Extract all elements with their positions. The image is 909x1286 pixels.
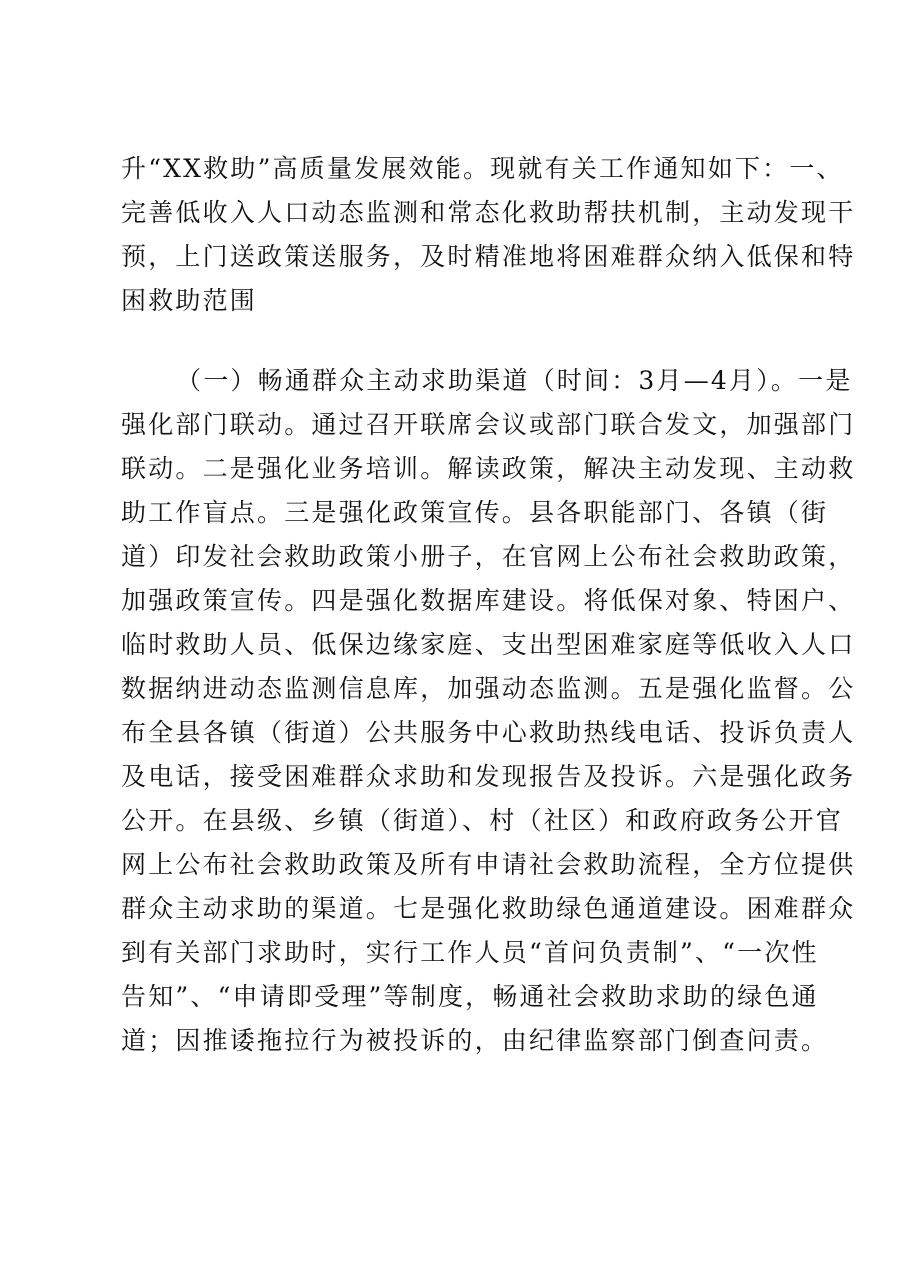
text-line: 布全县各镇（街道）公共服务中心救助热线电话、投诉负责人 [121, 718, 856, 747]
text-line: 群众主动求助的渠道。七是强化救助绿色通道建设。困难群众 [121, 894, 856, 923]
text-line: 告知”、“申请即受理”等制度，畅通社会救助求助的绿色通 [121, 982, 819, 1011]
paragraph-intro [121, 147, 856, 323]
text-line: 网上公布社会救助政策及所有申请社会救助流程，全方位提供 [121, 850, 856, 879]
text-line: 助工作盲点。三是强化政策宣传。县各职能部门、各镇（街 [121, 498, 829, 527]
text-line: 强化部门联动。通过召开联席会议或部门联合发文，加强部门 [121, 410, 856, 439]
text-line: 临时救助人员、低保边缘家庭、支出型困难家庭等低收入人口 [121, 630, 856, 659]
text-line: 预，上门送政策送服务，及时精准地将困难群众纳入低保和特 [121, 242, 856, 271]
text-line: 到有关部门求助时，实行工作人员“首问负责制”、“一次性 [121, 938, 819, 967]
text-line: （一）畅通群众主动求助渠道（时间：3月—4月）。一是 [176, 366, 853, 395]
text-line: 升“XX救助”高质量发展效能。现就有关工作通知如下：一、 [121, 154, 844, 183]
text-line: 及电话，接受困难群众求助和发现报告及投诉。六是强化政务 [121, 762, 856, 791]
text-line: 加强政策宣传。四是强化数据库建设。将低保对象、特困户、 [121, 586, 856, 615]
text-line: 完善低收入人口动态监测和常态化救助帮扶机制，主动发现干 [121, 198, 856, 227]
text-line: 公开。在县级、乡镇（街道）、村（社区）和政府政务公开官 [121, 806, 843, 835]
text-line: 道）印发社会救助政策小册子，在官网上公布社会救助政策， [121, 542, 856, 571]
text-line: 困救助范围 [121, 286, 258, 315]
paragraph-section-one [121, 359, 856, 1063]
text-line: 数据纳进动态监测信息库，加强动态监测。五是强化监督。公 [121, 674, 856, 703]
text-line: 联动。二是强化业务培训。解读政策，解决主动发现、主动救 [121, 454, 856, 483]
text-line: 道；因推诿拖拉行为被投诉的，由纪律监察部门倒查问责。 [121, 1026, 829, 1055]
